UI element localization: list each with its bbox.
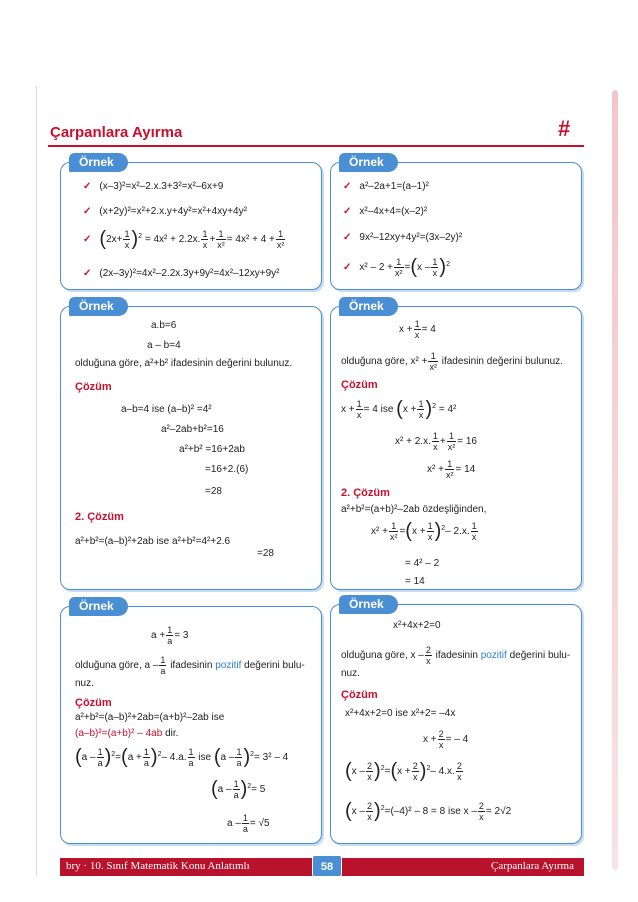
example-box-2: [330, 155, 582, 290]
example-tag: Örnek: [339, 297, 398, 316]
check-icon: ✓: [343, 206, 352, 217]
hashtag-icon: #: [558, 116, 571, 141]
page-title: Çarpanlara Ayırma: [50, 124, 183, 141]
solution-step-2: (a–b)²=(a+b)² – 4ab dir.: [75, 728, 179, 739]
solution-step-2: x² + 2.x. $\frac{1}{x}$ + $\frac{1}{\text{x²}}$ = 16: [395, 431, 477, 452]
solution-heading: Çözüm: [75, 381, 112, 393]
example-tag: Örnek: [69, 597, 128, 616]
question-text: olduğuna göre, a – $\frac{1}{a}$ ifadesinin pozitif değerini bulu-: [75, 655, 305, 676]
given-1: a.b=6: [151, 320, 177, 331]
identity-line-1: ✓ a²–2a+1=(a–1)²: [343, 181, 429, 192]
solution2-heading: 2. Çözüm: [75, 511, 124, 523]
question-text: olduğuna göre, x² + $\frac{1}{\text{x²}}$ ifadesinin değerini bulunuz.: [341, 351, 563, 372]
given-1: x + $\frac{1}{x}$ = 4: [399, 319, 436, 340]
identity-line-3: ✓ (2x+ $\frac{1}{x}$ )$^2$ = 4x² + 2.2x. $\frac{1}{x}$ + $\frac{1}{\text{x²}}$ = 4x² + 4 + $\frac{1}{\text{x²}}$: [83, 228, 285, 250]
identity-line-2: ✓ (x+2y)²=x²+2.x.y+4y²=x²+4xy+4y²: [83, 206, 247, 217]
solution2-step-2: =28: [257, 548, 274, 559]
check-icon: ✓: [83, 181, 92, 192]
identity-line-4: ✓ (2x–3y)²=4x²–2.2x.3y+9y²=4x²–12xy+9y²: [83, 268, 280, 279]
check-icon: ✓: [343, 262, 352, 274]
identity-line-4: ✓ x² – 2 + $\frac{1}{\text{x²}}$ =(x – $\frac{1}{x}$ )$^2$: [343, 256, 450, 278]
check-icon: ✓: [343, 181, 352, 192]
solution-step-2: x + $\frac{2}{x}$ = – 4: [423, 729, 469, 750]
identity-line-2: ✓ x²–4x+4=(x–2)²: [343, 206, 428, 217]
solution-step-3: x² + $\frac{1}{\text{x²}}$ = 14: [427, 459, 476, 480]
solution-step-3: (a – $\frac{1}{a}$ )$^2$=(a + $\frac{1}{a}$ )$^2$– 4.a. $\frac{1}{a}$ ise (a – $\frac{1}{a}$ )$^2$= 3² – 4: [75, 746, 289, 768]
solution-step-1: a–b=4 ise (a–b)² =4²: [121, 404, 212, 415]
solution2-step-2: = 4² – 2: [405, 558, 440, 569]
identity-line-3: ✓ 9x²–12xy+4y²=(3x–2y)²: [343, 232, 463, 243]
given-1: x²+4x+2=0: [393, 620, 441, 631]
check-icon: ✓: [343, 232, 352, 243]
solution-step-4: (x – $\frac{2}{x}$ )$^2$=(–4)² – 8 = 8 ise x – $\frac{2}{x}$ = 2√2: [345, 800, 512, 822]
check-icon: ✓: [83, 234, 92, 246]
solution-heading: Çözüm: [75, 697, 112, 709]
solution2-step-1: a²+b²=(a–b)²+2ab ise a²+b²=4²+2.6: [75, 536, 231, 547]
given-2: a – b=4: [147, 340, 181, 351]
solution-step-5: =28: [205, 486, 222, 497]
solution2-step-1: x² + $\frac{1}{\text{x²}}$ =(x + $\frac{1}{x}$ )$^2$– 2.x. $\frac{1}{x}$: [371, 520, 477, 542]
example-tag: Örnek: [339, 153, 398, 172]
question-text: olduğuna göre, x – $\frac{2}{x}$ ifadesinin pozitif değerini bulu-: [341, 645, 571, 666]
example-box-4: [330, 299, 582, 590]
question-text: olduğuna göre, a²+b² ifadesinin değerini bulunuz.: [75, 358, 293, 369]
side-decoration: [612, 90, 618, 870]
title-divider: [48, 145, 584, 147]
solution-step-4: (a – $\frac{1}{a}$ )$^2$= 5: [211, 778, 266, 800]
solution-step-3: (x – $\frac{2}{x}$ )$^2$=(x + $\frac{2}{x}$ )$^2$– 4.x. $\frac{2}{x}$: [345, 760, 462, 782]
check-icon: ✓: [83, 206, 92, 217]
solution-heading: Çözüm: [341, 379, 378, 391]
solution-step-3: a²+b² =16+2ab: [179, 444, 245, 455]
solution2-step-3: = 14: [405, 576, 425, 587]
example-tag: Örnek: [339, 595, 398, 614]
example-tag: Örnek: [69, 153, 128, 172]
solution-step-4: =16+2.(6): [205, 464, 249, 475]
solution-step-5: a – $\frac{1}{a}$ = √5: [227, 813, 270, 834]
solution-step-1: x²+4x+2=0 ise x²+2= –4x: [345, 708, 456, 719]
example-box-6: [330, 597, 582, 844]
question-text-cont: nuz.: [75, 678, 94, 689]
page-number: 58: [312, 855, 342, 877]
example-box-3: [60, 299, 322, 590]
example-tag: Örnek: [69, 297, 128, 316]
footer-book-title: bry · 10. Sınıf Matematik Konu Anlatımlı: [66, 860, 250, 872]
given-1: a + $\frac{1}{a}$ = 3: [151, 625, 189, 646]
solution2-intro: a²+b²=(a+b)²–2ab özdeşliğinden,: [341, 504, 487, 515]
solution-step-2: a²–2ab+b²=16: [161, 424, 224, 435]
solution-step-1: a²+b²=(a–b)²+2ab=(a+b)²–2ab ise: [75, 712, 225, 723]
solution-step-1: x + $\frac{1}{x}$ = 4 ise (x + $\frac{1}{x}$ )$^2$ = 4²: [341, 398, 457, 420]
check-icon: ✓: [83, 268, 92, 279]
example-box-1: [60, 155, 322, 290]
footer-chapter-title: Çarpanlara Ayırma: [491, 860, 574, 872]
identity-line-1: ✓ (x–3)²=x²–2.x.3+3²=x²–6x+9: [83, 181, 224, 192]
solution2-heading: 2. Çözüm: [341, 487, 390, 499]
example-box-5: [60, 599, 322, 844]
solution-heading: Çözüm: [341, 689, 378, 701]
question-text-cont: nuz.: [341, 668, 360, 679]
